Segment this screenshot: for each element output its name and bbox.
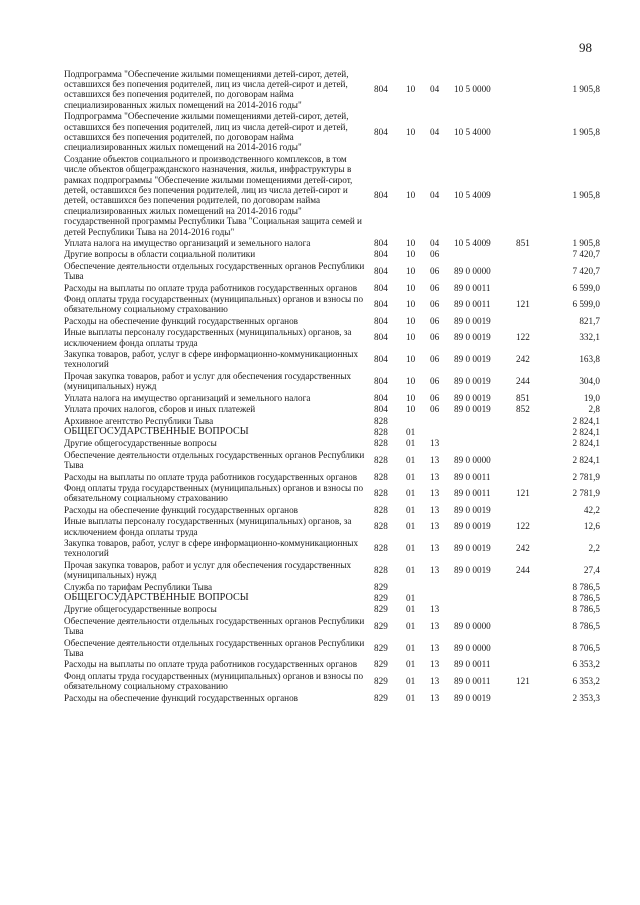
table-row xyxy=(64,504,600,515)
table-row xyxy=(64,482,600,504)
row-subsection-code: 13 xyxy=(430,454,440,465)
row-ministry-code: 804 xyxy=(374,282,388,293)
row-expense-type-code: 852 xyxy=(516,404,530,415)
row-expense-type-code xyxy=(516,282,550,293)
row-target-item-code: 89 0 0019 xyxy=(454,564,491,575)
row-name: ОБЩЕГОСУДАРСТВЕННЫЕ ВОПРОСЫ xyxy=(64,425,249,437)
row-target-item-code: 89 0 0000 xyxy=(454,266,491,277)
row-name: Закупка товаров, работ, услуг в сфере информационно-коммуникационных технологий xyxy=(64,537,359,559)
row-amount: 1 905,8 xyxy=(572,238,600,248)
table-row xyxy=(64,559,600,581)
row-subsection-code: 06 xyxy=(430,404,440,415)
row-subsection-code: 13 xyxy=(430,471,440,482)
table-row xyxy=(64,615,600,637)
row-target-item-code: 89 0 0000 xyxy=(454,642,491,653)
row-section-code: 01 xyxy=(406,564,416,575)
row-expense-type-code xyxy=(516,615,550,637)
row-name: Расходы на обеспечение функций государственных органов xyxy=(64,315,299,326)
row-target-item-code: 89 0 0019 xyxy=(454,332,491,343)
row-name: Обеспечение деятельности отдельных государственных органов Республики Тыва xyxy=(64,637,365,659)
row-amount: 2,8 xyxy=(588,404,600,415)
row-target-item-code: 89 0 0011 xyxy=(454,471,491,482)
row-subsection-code: 06 xyxy=(430,299,440,310)
row-section-code: 01 xyxy=(406,454,416,465)
table-row xyxy=(64,604,600,615)
row-name: Иные выплаты персоналу государственных (муниципальных) органов, за исключением фонда оплаты труда xyxy=(64,327,352,348)
row-amount: 6 599,0 xyxy=(572,282,600,293)
row-expense-type-code: 122 xyxy=(516,521,530,532)
row-amount: 42,2 xyxy=(583,504,600,515)
table-row xyxy=(64,593,600,604)
row-ministry-code: 828 xyxy=(374,543,388,554)
row-ministry-code: 804 xyxy=(374,238,388,248)
table-row xyxy=(64,238,600,249)
table-row xyxy=(64,153,600,237)
row-expense-type-code xyxy=(516,153,550,237)
table-row xyxy=(64,315,600,326)
row-name: Подпрограмма "Обеспечение жилыми помещениями детей-сирот, детей, оставшихся без попечения родителей, лиц из числа детей-сирот и детей, оставшихся без попечения родителей, по договорам найма специализированных жилых помещений на 2014-2016 годы" xyxy=(64,68,349,110)
row-amount: 2 824,1 xyxy=(572,415,600,426)
row-amount: 2 824,1 xyxy=(572,438,600,449)
row-amount: 2 353,3 xyxy=(572,692,600,703)
row-section-code: 01 xyxy=(406,593,416,603)
row-ministry-code: 829 xyxy=(374,593,388,603)
row-ministry-code: 829 xyxy=(374,692,388,703)
row-expense-type-code xyxy=(516,438,550,449)
row-subsection-code: 13 xyxy=(430,521,440,532)
row-section-code: 01 xyxy=(406,438,416,449)
row-section-code: 01 xyxy=(406,642,416,653)
row-subsection-code: 06 xyxy=(430,376,440,387)
row-section-code: 10 xyxy=(406,282,416,293)
row-ministry-code: 804 xyxy=(374,249,388,260)
row-subsection-code: 13 xyxy=(430,543,440,554)
table-row xyxy=(64,659,600,670)
row-name: Другие общегосударственные вопросы xyxy=(64,604,217,615)
row-ministry-code: 828 xyxy=(374,454,388,465)
row-subsection-code: 06 xyxy=(430,354,440,365)
row-ministry-code: 804 xyxy=(374,84,388,95)
table-row xyxy=(64,282,600,293)
row-subsection-code: 06 xyxy=(430,282,440,293)
row-subsection-code xyxy=(430,415,454,426)
row-section-code: 01 xyxy=(406,504,416,515)
row-ministry-code: 828 xyxy=(374,471,388,482)
table-row xyxy=(64,349,600,371)
row-ministry-code: 828 xyxy=(374,521,388,532)
row-ministry-code: 829 xyxy=(374,621,388,632)
row-expense-type-code xyxy=(516,260,550,282)
row-name: Прочая закупка товаров, работ и услуг для обеспечения государственных (муниципальных) нужд xyxy=(64,370,352,392)
table-row xyxy=(64,438,600,449)
row-target-item-code xyxy=(454,249,516,260)
row-name: ОБЩЕГОСУДАРСТВЕННЫЕ ВОПРОСЫ xyxy=(64,592,249,603)
row-ministry-code: 804 xyxy=(374,315,388,326)
row-name: Подпрограмма "Обеспечение жилыми помещениями детей-сирот, детей, оставшихся без попечения родителей, лиц из числа детей-сирот и детей, оставшихся без попечения родителей, по договорам найма специализированных жилых помещений на 2014-2016 годы" xyxy=(64,111,349,153)
row-subsection-code: 06 xyxy=(430,266,440,277)
row-subsection-code: 13 xyxy=(430,659,440,670)
table-row xyxy=(64,294,600,316)
row-expense-type-code xyxy=(516,692,550,703)
row-amount: 1 905,8 xyxy=(572,190,600,201)
row-ministry-code: 829 xyxy=(374,642,388,653)
row-target-item-code xyxy=(454,604,516,615)
row-target-item-code: 89 0 0019 xyxy=(454,354,491,365)
row-amount: 1 905,8 xyxy=(572,84,600,95)
row-name: Обеспечение деятельности отдельных государственных органов Республики Тыва xyxy=(64,615,365,637)
row-section-code: 10 xyxy=(406,376,416,387)
row-amount: 2,2 xyxy=(588,543,600,554)
row-section-code: 01 xyxy=(406,604,416,615)
table-row xyxy=(64,260,600,282)
row-name: Закупка товаров, работ, услуг в сфере информационно-коммуникационных технологий xyxy=(64,349,359,370)
row-amount: 2 781,9 xyxy=(572,488,600,499)
row-expense-type-code xyxy=(516,68,550,111)
row-target-item-code xyxy=(454,438,516,449)
row-amount: 2 824,1 xyxy=(572,426,600,437)
row-target-item-code: 89 0 0019 xyxy=(454,315,491,326)
row-name: Фонд оплаты труда государственных (муниципальных) органов и взносы по обязательному социальному страхованию xyxy=(64,294,364,315)
row-amount: 1 905,8 xyxy=(572,126,600,137)
row-target-item-code: 89 0 0000 xyxy=(454,454,491,465)
row-amount: 7 420,7 xyxy=(572,249,600,260)
row-ministry-code: 804 xyxy=(374,126,388,137)
row-section-code: 01 xyxy=(406,659,416,670)
row-amount: 19,0 xyxy=(583,392,600,403)
table-row xyxy=(64,68,600,111)
row-ministry-code: 804 xyxy=(374,354,388,365)
row-amount: 6 599,0 xyxy=(572,299,600,310)
table-row xyxy=(64,449,600,471)
row-name: Фонд оплаты труда государственных (муниципальных) органов и взносы по обязательному социальному страхованию xyxy=(64,482,364,504)
row-expense-type-code xyxy=(516,111,550,154)
row-name: Расходы на выплаты по оплате труда работников государственных органов xyxy=(64,659,358,670)
row-amount: 2 781,9 xyxy=(572,471,600,482)
row-amount: 8 786,5 xyxy=(572,604,600,615)
row-expense-type-code xyxy=(516,637,550,659)
row-target-item-code: 89 0 0011 xyxy=(454,282,491,293)
row-name: Создание объектов социального и производственного комплексов, в том числе объектов общегражданского назначения, жилья, инфраструктуры в рамках подпрограммы "Обеспечение жилыми помещениями детей-сирот, детей, оставшихся без попечения родителей, лиц из числа детей-сирот и детей, оставшихся без попечения родителей, по договорам найма специализированных жилых помещений на 2014-2016 годы" государственной программы Республики Тыва "Социальная защита семей и детей Республики Тыва на 2014-2016 годы" xyxy=(64,153,362,237)
row-amount: 8 786,5 xyxy=(572,593,600,603)
row-expense-type-code xyxy=(516,471,550,482)
row-ministry-code: 828 xyxy=(374,504,388,515)
row-amount: 2 824,1 xyxy=(572,454,600,465)
row-subsection-code: 06 xyxy=(430,249,440,260)
row-target-item-code xyxy=(454,593,516,604)
row-section-code: 01 xyxy=(406,471,416,482)
row-subsection-code: 13 xyxy=(430,604,440,615)
row-target-item-code: 89 0 0019 xyxy=(454,376,491,387)
row-ministry-code: 829 xyxy=(374,604,388,615)
row-target-item-code: 10 5 4000 xyxy=(454,126,491,137)
row-section-code: 10 xyxy=(406,266,416,277)
row-amount: 27,4 xyxy=(583,564,600,575)
row-name: Расходы на обеспечение функций государственных органов xyxy=(64,504,299,515)
row-section-code: 10 xyxy=(406,404,416,415)
table-row xyxy=(64,581,600,592)
table-row xyxy=(64,392,600,403)
row-amount: 6 353,2 xyxy=(572,676,600,687)
row-target-item-code: 10 5 4009 xyxy=(454,190,491,201)
row-section-code: 10 xyxy=(406,190,416,201)
row-subsection-code: 13 xyxy=(430,676,440,687)
row-expense-type-code: 242 xyxy=(516,543,530,554)
budget-table xyxy=(64,68,600,704)
row-subsection-code: 13 xyxy=(430,621,440,632)
row-ministry-code: 804 xyxy=(374,190,388,201)
row-ministry-code: 828 xyxy=(374,564,388,575)
row-subsection-code: 06 xyxy=(430,392,440,403)
row-section-code: 01 xyxy=(406,521,416,532)
table-row xyxy=(64,415,600,426)
row-ministry-code: 804 xyxy=(374,376,388,387)
row-section-code: 10 xyxy=(406,315,416,326)
row-target-item-code xyxy=(454,415,516,426)
row-section-code xyxy=(406,581,430,592)
row-ministry-code: 829 xyxy=(374,676,388,687)
row-amount: 332,1 xyxy=(579,332,600,343)
row-name: Обеспечение деятельности отдельных государственных органов Республики Тыва xyxy=(64,260,365,282)
row-expense-type-code: 122 xyxy=(516,332,530,343)
row-expense-type-code: 244 xyxy=(516,564,530,575)
table-row xyxy=(64,537,600,559)
row-name: Служба по тарифам Республики Тыва xyxy=(64,581,213,592)
row-amount: 12,6 xyxy=(583,521,600,532)
row-ministry-code: 828 xyxy=(374,415,388,426)
row-amount: 304,0 xyxy=(579,376,600,387)
row-expense-type-code: 121 xyxy=(516,488,530,499)
row-ministry-code: 804 xyxy=(374,392,388,403)
table-row xyxy=(64,327,600,349)
row-section-code: 10 xyxy=(406,249,416,260)
row-subsection-code: 04 xyxy=(430,238,440,248)
row-expense-type-code xyxy=(516,581,550,592)
row-name: Расходы на выплаты по оплате труда работников государственных органов xyxy=(64,282,358,293)
row-subsection-code: 06 xyxy=(430,332,440,343)
table-row xyxy=(64,404,600,415)
row-target-item-code: 89 0 0019 xyxy=(454,404,491,415)
row-amount: 8 706,5 xyxy=(572,642,600,653)
row-subsection-code: 13 xyxy=(430,504,440,515)
row-target-item-code: 89 0 0000 xyxy=(454,621,491,632)
row-subsection-code: 13 xyxy=(430,692,440,703)
row-subsection-code: 04 xyxy=(430,190,440,201)
row-expense-type-code xyxy=(516,604,550,615)
row-expense-type-code xyxy=(516,659,550,670)
row-name: Другие общегосударственные вопросы xyxy=(64,438,217,449)
row-name: Уплата прочих налогов, сборов и иных платежей xyxy=(64,404,256,415)
row-ministry-code: 828 xyxy=(374,426,388,437)
row-section-code: 10 xyxy=(406,84,416,95)
row-expense-type-code: 242 xyxy=(516,354,530,365)
row-name: Расходы на выплаты по оплате труда работников государственных органов xyxy=(64,471,358,482)
row-expense-type-code xyxy=(516,426,550,437)
row-amount: 8 786,5 xyxy=(572,581,600,592)
row-target-item-code: 89 0 0019 xyxy=(454,392,491,403)
row-ministry-code: 828 xyxy=(374,488,388,499)
page-number: 98 xyxy=(579,40,592,55)
row-section-code: 10 xyxy=(406,238,416,248)
row-subsection-code: 04 xyxy=(430,84,440,95)
row-expense-type-code xyxy=(516,249,550,260)
row-expense-type-code: 244 xyxy=(516,376,530,387)
row-subsection-code: 13 xyxy=(430,488,440,499)
row-amount: 821,7 xyxy=(579,315,600,326)
row-target-item-code: 89 0 0011 xyxy=(454,676,491,687)
row-name: Прочая закупка товаров, работ и услуг для обеспечения государственных (муниципальных) нужд xyxy=(64,559,352,581)
row-target-item-code xyxy=(454,581,516,592)
row-target-item-code: 89 0 0019 xyxy=(454,692,491,703)
budget-table-body xyxy=(64,68,600,704)
row-target-item-code: 89 0 0019 xyxy=(454,521,491,532)
row-section-code: 10 xyxy=(406,354,416,365)
row-ministry-code: 828 xyxy=(374,438,388,449)
row-subsection-code: 04 xyxy=(430,126,440,137)
row-subsection-code: 13 xyxy=(430,642,440,653)
row-target-item-code: 89 0 0019 xyxy=(454,543,491,554)
row-section-code: 01 xyxy=(406,692,416,703)
row-section-code: 10 xyxy=(406,299,416,310)
row-subsection-code: 13 xyxy=(430,564,440,575)
row-expense-type-code: 121 xyxy=(516,676,530,687)
table-row xyxy=(64,692,600,703)
row-expense-type-code xyxy=(516,315,550,326)
row-name: Фонд оплаты труда государственных (муниципальных) органов и взносы по обязательному социальному страхованию xyxy=(64,670,364,692)
row-section-code xyxy=(406,415,430,426)
row-expense-type-code xyxy=(516,504,550,515)
row-expense-type-code: 851 xyxy=(516,392,530,403)
row-name: Расходы на обеспечение функций государственных органов xyxy=(64,692,299,703)
row-section-code: 10 xyxy=(406,392,416,403)
row-name: Иные выплаты персоналу государственных (муниципальных) органов, за исключением фонда оплаты труда xyxy=(64,516,352,537)
table-row xyxy=(64,426,600,437)
row-subsection-code xyxy=(430,581,454,592)
row-section-code: 01 xyxy=(406,676,416,687)
row-subsection-code xyxy=(430,426,454,437)
row-amount: 8 786,5 xyxy=(572,621,600,632)
table-row xyxy=(64,370,600,392)
row-ministry-code: 804 xyxy=(374,266,388,277)
row-target-item-code xyxy=(454,426,516,437)
row-target-item-code: 89 0 0019 xyxy=(454,504,491,515)
row-ministry-code: 804 xyxy=(374,404,388,415)
row-section-code: 10 xyxy=(406,332,416,343)
row-target-item-code: 89 0 0011 xyxy=(454,659,491,670)
row-expense-type-code xyxy=(516,593,550,604)
table-row xyxy=(64,471,600,482)
row-amount: 163,8 xyxy=(579,354,600,365)
row-expense-type-code xyxy=(516,415,550,426)
row-section-code: 10 xyxy=(406,126,416,137)
row-amount: 7 420,7 xyxy=(572,266,600,277)
row-section-code: 01 xyxy=(406,426,416,437)
row-target-item-code: 89 0 0011 xyxy=(454,488,491,499)
row-target-item-code: 89 0 0011 xyxy=(454,299,491,310)
row-target-item-code: 10 5 0000 xyxy=(454,84,491,95)
row-expense-type-code: 851 xyxy=(516,238,530,248)
row-name: Уплата налога на имущество организаций и земельного налога xyxy=(64,238,311,248)
row-name: Уплата налога на имущество организаций и земельного налога xyxy=(64,392,311,403)
row-target-item-code: 10 5 4009 xyxy=(454,238,491,248)
table-row xyxy=(64,249,600,260)
table-row xyxy=(64,670,600,692)
table-row xyxy=(64,516,600,538)
row-expense-type-code: 121 xyxy=(516,299,530,310)
row-ministry-code: 829 xyxy=(374,581,388,592)
row-amount: 6 353,2 xyxy=(572,659,600,670)
row-ministry-code: 829 xyxy=(374,659,388,670)
row-name: Другие вопросы в области социальной политики xyxy=(64,249,256,260)
table-row xyxy=(64,637,600,659)
row-name: Обеспечение деятельности отдельных государственных органов Республики Тыва xyxy=(64,449,365,471)
row-section-code: 01 xyxy=(406,621,416,632)
row-section-code: 01 xyxy=(406,543,416,554)
row-ministry-code: 804 xyxy=(374,299,388,310)
row-subsection-code: 13 xyxy=(430,438,440,449)
row-subsection-code xyxy=(430,593,454,604)
row-subsection-code: 06 xyxy=(430,315,440,326)
table-row xyxy=(64,111,600,154)
row-ministry-code: 804 xyxy=(374,332,388,343)
row-name: Архивное агентство Республики Тыва xyxy=(64,415,214,426)
row-expense-type-code xyxy=(516,449,550,471)
row-section-code: 01 xyxy=(406,488,416,499)
